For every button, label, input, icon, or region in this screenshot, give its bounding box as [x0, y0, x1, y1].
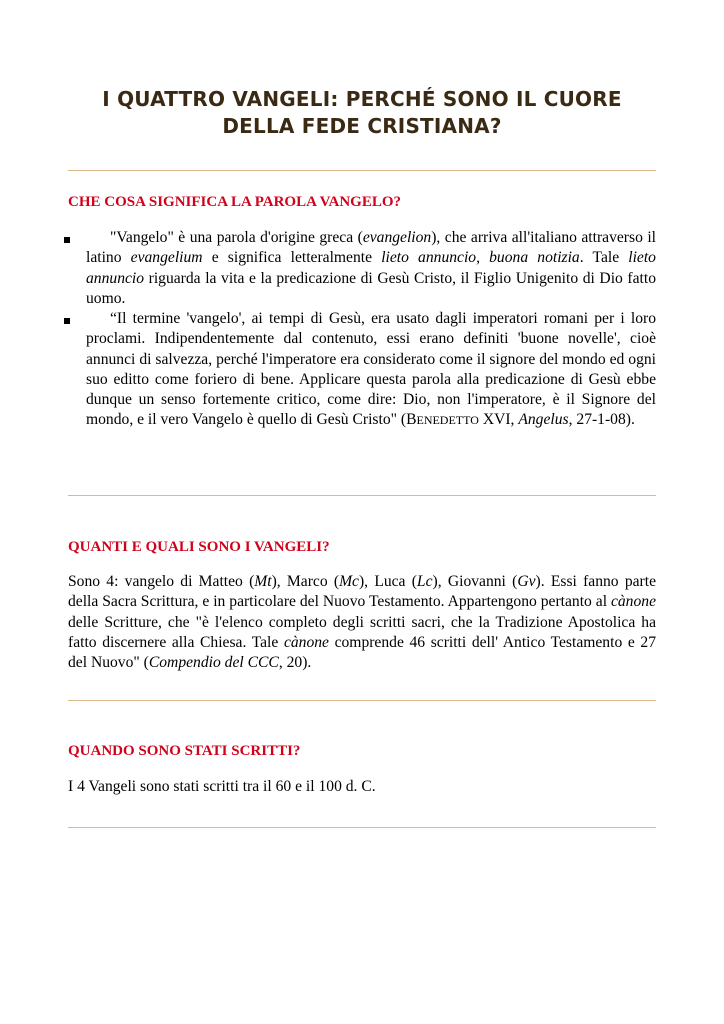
paragraph-vangelo-definition: "Vangelo" è una parola d'origine greca (evangelion), che arriva all'italiano attraverso il latino evangelium e significa letteralmente lieto annuncio, buona notizia. Tale lieto annuncio riguarda la vita e la predicazione di Gesù Cristo, il Figlio Unigenito di Dio fatto uomo.	[86, 229, 657, 307]
bullet-square-icon	[64, 318, 70, 324]
paragraph-vangelo-quote: “Il termine 'vangelo', ai tempi di Gesù, era usato dagli imperatori romani per i loro proclami. Indipendentemente dal contenuto, essi erano definiti 'buone novelle', cioè annunci di salvezza, perché l'imperatore era considerato come il signore del mondo ed ogni suo editto come foriero di bene. Applicare questa parola alla predicazione di Gesù ebbe dunque un senso fortemente critico, come dire: Dio, non l'imperatore, è il Signore del mondo, e il vero Vangelo è quello di Gesù Cristo" (BENEDETTO XVI, Angelus, 27-1-08).	[86, 310, 656, 429]
title-line-2: DELLA FEDE CRISTIANA?	[222, 114, 502, 138]
paragraph-datazione: I 4 Vangeli sono stati scritti tra il 60 e il 100 d. C.	[68, 778, 376, 795]
section-heading-significato: CHE COSA SIGNIFICA LA PAROLA VANGELO?	[68, 194, 401, 210]
divider-rule	[68, 170, 656, 171]
paragraph-quattro-vangeli: Sono 4: vangelo di Matteo (Mt), Marco (Mc), Luca (Lc), Giovanni (Gv). Essi fanno parte della Sacra Scrittura, e in particolare del Nuovo Testamento. Appartengono pertanto al cànone delle Scritture, che "è l'elenco completo degli scritti sacri, che la Tradizione Apostolica ha fatto discernere alla Chiesa. Tale cànone comprende 46 scritti dell' Antico Testamento e 27 del Nuovo" (Compendio del CCC, 20).	[68, 573, 656, 672]
divider-rule	[68, 700, 656, 701]
page-title	[68, 86, 656, 140]
section-heading-quando: QUANDO SONO STATI SCRITTI?	[68, 743, 301, 759]
section-heading-quali: QUANTI E QUALI SONO I VANGELI?	[68, 539, 330, 555]
title-line-1: I QUATTRO VANGELI: PERCHÉ SONO IL CUORE	[102, 87, 622, 111]
bullet-square-icon	[64, 237, 70, 243]
divider-rule	[68, 827, 656, 828]
divider-rule	[68, 495, 656, 496]
